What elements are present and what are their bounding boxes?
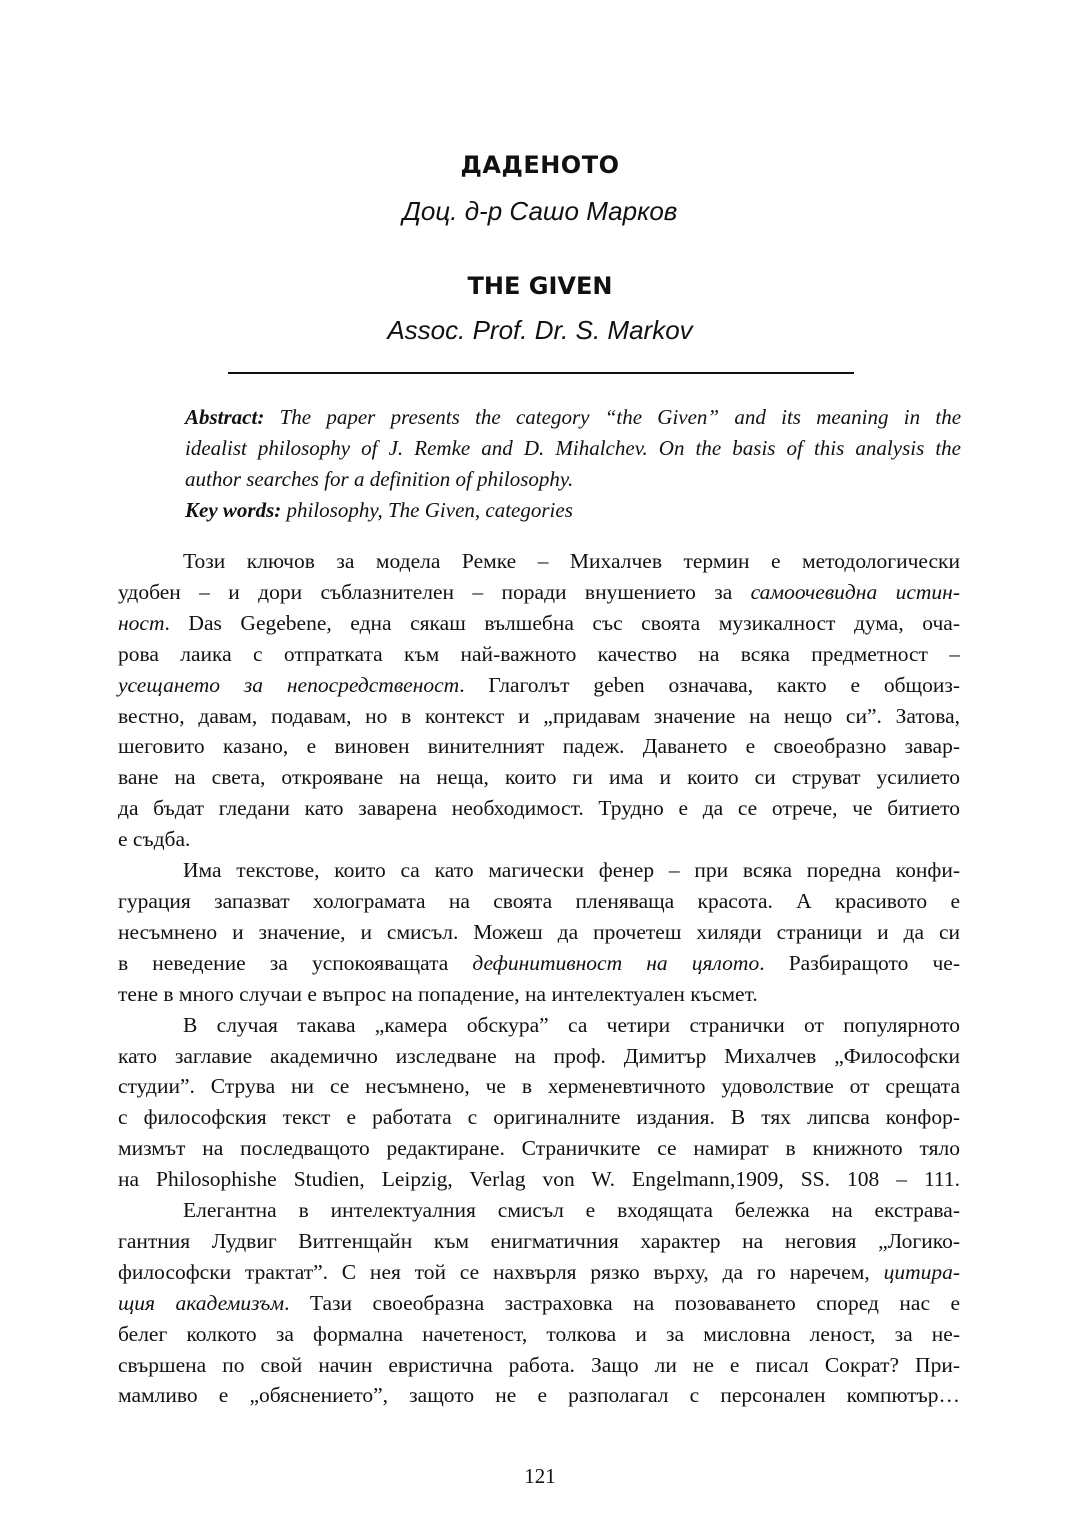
paragraph-1-line: ност. Das Gegebene, една сякаш вълшебна със своята музикалност дума, оча- [118, 610, 960, 635]
abstract-line: author searches for a definition of philosophy. [185, 467, 574, 491]
article-title-bulgarian: ДАДЕНОТО [460, 151, 620, 179]
paragraph-4-line: гантния Лудвиг Витгенщайн към енигматичния характер на неговия „Логико- [118, 1228, 960, 1253]
paragraph-3-line: като заглавие академично изследване на проф. Димитър Михалчев „Философски [118, 1043, 960, 1068]
paragraph-2-line: несъмнено и значение, и смисъл. Можеш да прочетеш хиляди страници и да си [118, 919, 960, 944]
paragraph-1-line: е съдба. [118, 827, 191, 852]
paragraph-3-line: В случая такава „камера обскура” са четири странички от популярното [183, 1012, 960, 1037]
paragraph-4-line: философски трактат”. С нея той се нахвърля рязко върху, да го наречем, цитира- [118, 1259, 960, 1284]
paragraph-1-line: да бъдат гледани като заварена необходимост. Трудно е да се отрече, че битието [118, 796, 960, 821]
paragraph-4-line: мамливо е „обяснението”, защото не е разполагал с персонален компютър… [118, 1383, 960, 1408]
paragraph-1-line: удобен – и дори съблазнителен – поради внушението за самоочевидна истин- [118, 579, 960, 604]
paragraph-3-line: на Philosophishe Studien, Leipzig, Verlag von W. Engelmann,1909, SS. 108 – 111. [118, 1167, 960, 1192]
paragraph-1-line: вестно, давам, подавам, но в контекст и „придавам значение на нещо си”. Затова, [118, 703, 960, 728]
abstract-line: Abstract: The paper presents the category “the Given” and its meaning in the [185, 405, 962, 429]
keywords-line: Key words: philosophy, The Given, categories [185, 498, 573, 522]
abstract-line: idealist philosophy of J. Remke and D. Mihalchev. On the basis of this analysis the [185, 436, 961, 460]
article-body [118, 546, 960, 1411]
paragraph-1-line: усещането за непосредственост. Глаголът geben означава, както е общоиз- [118, 672, 960, 697]
paragraph-3-line: мизмът на последващото редактиране. Страничките се намират в книжното тяло [118, 1136, 960, 1161]
title-divider [228, 372, 854, 374]
paragraph-1-line: рова лаика с отпратката към най-важното качество на всяка предметност – [118, 641, 960, 666]
abstract-label: Abstract: [185, 405, 265, 429]
paragraph-2-line: в неведение за успокояващата дефинитивност на цялото. Разбиращото че- [118, 950, 960, 975]
paragraph-2-line: гурация запазват холограмата на своята пленяваща красота. А красивото е [118, 888, 960, 913]
paragraph-3-line: с философския текст е работата с оригиналните издания. В тях липсва конфор- [118, 1105, 960, 1130]
paragraph-3-line: студии”. Струва ни се несъмнено, че в херменевтичното удоволствие от срещата [118, 1074, 960, 1099]
paragraph-2-line: Има текстове, които са като магически фенер – при всяка поредна конфи- [183, 858, 960, 883]
paragraph-2-line: тене в много случаи е въпрос на попадение, на интелектуален късмет. [118, 981, 758, 1006]
author-english: Assoc. Prof. Dr. S. Markov [387, 315, 693, 345]
article-title-english: THE GIVEN [467, 272, 613, 300]
paragraph-1-line: шеговито казано, е виновен винителният падеж. Даването е своеобразно завар- [118, 734, 960, 759]
paragraph-4-line: белег колкото за формална начетеност, толкова и за мисловна леност, за не- [118, 1321, 960, 1346]
abstract-block [185, 402, 961, 526]
paragraph-4-line: Елегантна в интелектуалния смисъл е входящата бележка на екстрава- [183, 1198, 960, 1223]
paragraph-4-line: свършена по свой начин евристична работа. Защо ли не е писал Сократ? При- [118, 1352, 960, 1377]
author-bulgarian: Доц. д-р Сашо Марков [402, 196, 678, 226]
paragraph-4-line: щия академизъм. Тази своеобразна застраховка на позоваването според нас е [118, 1290, 961, 1315]
page-number: 121 [524, 1464, 556, 1488]
keywords-label: Key words: [185, 498, 282, 522]
paragraph-1-line: Този ключов за модела Ремке – Михалчев термин е методологически [183, 549, 960, 573]
paragraph-1-line: ване на света, открояване на неща, които ги има и които си струват усилието [118, 765, 960, 790]
